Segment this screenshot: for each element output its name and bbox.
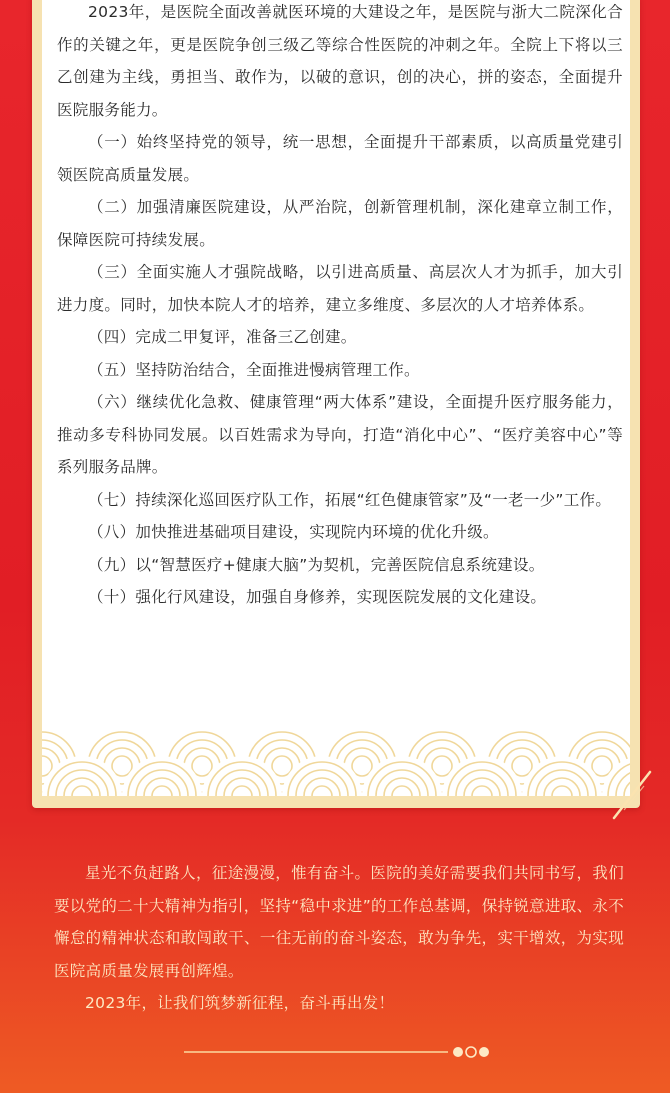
list-item: （五）坚持防治结合，全面推进慢病管理工作。 (88, 360, 420, 379)
list-item: （一）始终坚持党的领导，统一思想，全面提升干部素质，以高质量党建引领医院高质量发展。 (57, 133, 623, 184)
list-item: （二）加强清廉医院建设，从严治院，创新管理机制，深化建章立制工作，保障医院可持续发展。 (57, 198, 623, 249)
closing-section (54, 857, 624, 1020)
corner-ornament-icon (604, 770, 652, 822)
list-item: （十）强化行风建设，加强自身修养，实现医院发展的文化建设。 (88, 588, 547, 606)
list-item: （六）继续优化急救、健康管理“两大体系”建设，全面提升医疗服务能力，推动多专科协同发展。以百姓需求为导向，打造“消化中心”、“医疗美容中心”等系列服务品牌。 (57, 393, 623, 476)
list-item: （九）以“智慧医疗+健康大脑”为契机，完善医院信息系统建设。 (88, 555, 545, 574)
closing-slogan: 2023年，让我们筑梦新征程，奋斗再出发！ (85, 994, 395, 1012)
article-body (57, 0, 623, 614)
dots-divider-icon (182, 1044, 492, 1060)
closing-paragraph: 星光不负赶路人，征途漫漫，惟有奋斗。医院的美好需要我们共同书写，我们要以党的二十大精神为指引，坚持“稳中求进”的工作总基调，保持锐意进取、永不懈怠的精神状态和敢闯敢干、一往无前的奋斗姿态，敢为争先，实干增效，为实现医院高质量发展再创辉煌。 (54, 864, 624, 980)
content-card (42, 0, 630, 796)
wave-pattern-icon (42, 722, 630, 796)
list-item: （七）持续深化巡回医疗队工作，拓展“红色健康管家”及“一老一少”工作。 (88, 490, 612, 509)
intro-paragraph: 2023年，是医院全面改善就医环境的大建设之年，是医院与浙大二院深化合作的关键之年，更是医院争创三级乙等综合性医院的冲刺之年。全院上下将以三乙创建为主线，勇担当、敢作为，以破的意识，创的决心，拼的姿态，全面提升医院服务能力。 (57, 3, 623, 119)
list-item: （三）全面实施人才强院战略，以引进高质量、高层次人才为抓手，加大引进力度。同时，加快本院人才的培养，建立多维度、多层次的人才培养体系。 (57, 263, 623, 314)
list-item: （四）完成二甲复评，准备三乙创建。 (88, 328, 357, 346)
list-item: （八）加快推进基础项目建设，实现院内环境的优化升级。 (88, 523, 499, 541)
